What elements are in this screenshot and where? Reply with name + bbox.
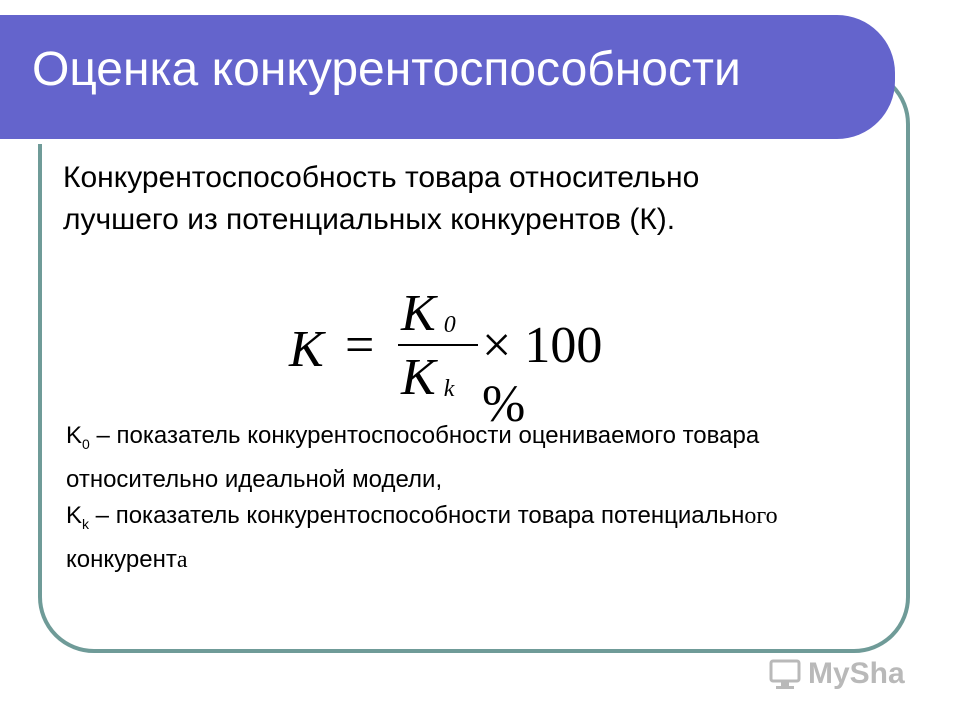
kk-definition-part2: ого bbox=[744, 502, 778, 529]
formula-multiplier: × 100 % bbox=[482, 317, 603, 433]
slide-title: Оценка конкурентоспособности bbox=[32, 43, 741, 96]
numerator-symbol: K bbox=[401, 285, 436, 342]
monitor-icon bbox=[768, 657, 802, 691]
intro-text: Конкурентоспособность товара относительно лучшего из потенциальных конкурентов (К). bbox=[63, 161, 700, 236]
formula bbox=[275, 285, 655, 433]
watermark-text: MySha bbox=[808, 657, 905, 690]
k0-definition: – показатель конкурентоспособности оцениваемого товара относительно идеальной модели, bbox=[66, 422, 760, 493]
k0-subscript: 0 bbox=[82, 435, 90, 452]
denominator-symbol: K bbox=[401, 349, 436, 406]
title-underline bbox=[0, 139, 848, 144]
formula-equals: = bbox=[345, 317, 375, 374]
kk-symbol: K bbox=[66, 501, 83, 529]
watermark bbox=[768, 654, 905, 694]
numerator-subscript: 0 bbox=[443, 312, 456, 338]
formula-lhs: K bbox=[289, 321, 324, 378]
denominator-subscript: k bbox=[443, 376, 455, 402]
formula-denominator bbox=[401, 348, 454, 407]
fraction-line bbox=[398, 344, 478, 346]
kk-definition-part1: – показатель конкурентоспособности товара потенциальн bbox=[89, 501, 745, 529]
kk-subscript: k bbox=[82, 515, 90, 532]
kk-definition-part4: а bbox=[176, 546, 188, 573]
definitions bbox=[66, 418, 806, 578]
formula-numerator bbox=[401, 284, 456, 343]
kk-definition-part3: конкурент bbox=[66, 545, 177, 573]
k0-symbol: K bbox=[66, 422, 83, 449]
